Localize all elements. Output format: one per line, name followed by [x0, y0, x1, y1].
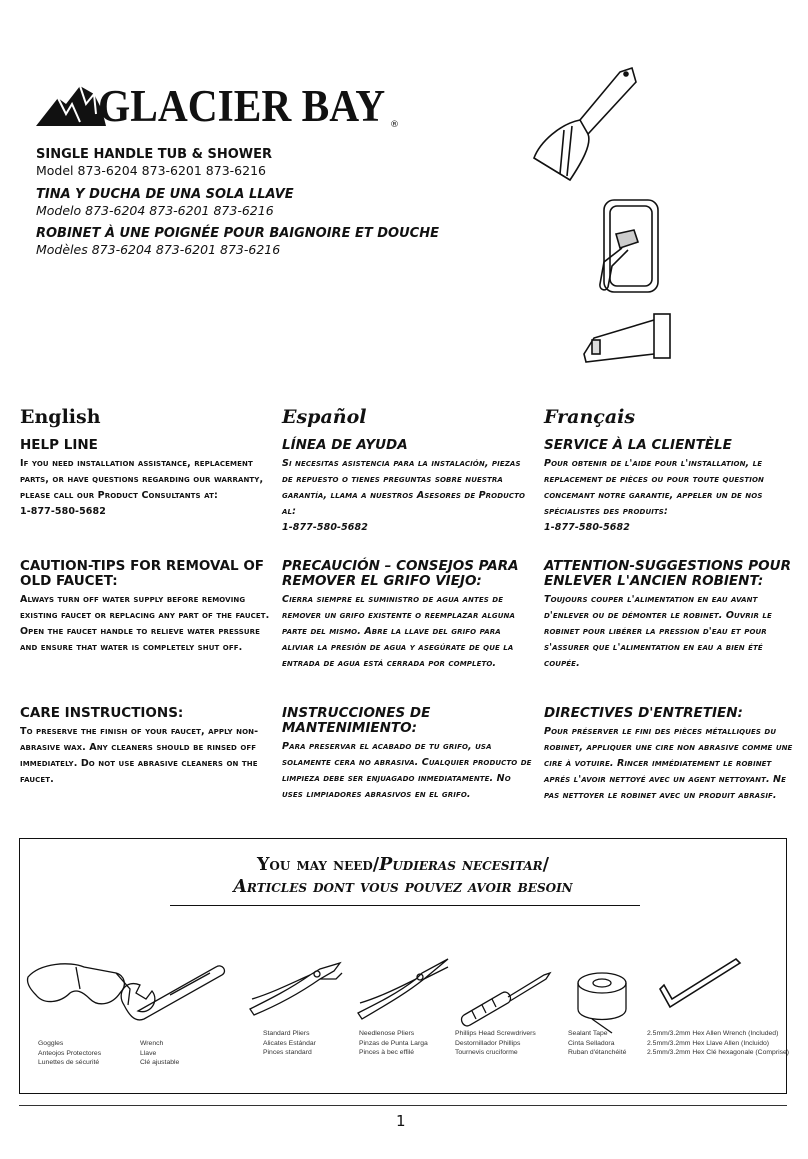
title-es: TINA Y DUCHA DE UNA SOLA LLAVE	[36, 186, 294, 202]
goggles-icon	[27, 964, 130, 1005]
tools-title-underline	[170, 905, 640, 906]
help-body-en: If you need installation assistance, replacement parts, or have questions regarding our warranty, please call our Product Consultants at:	[20, 457, 264, 501]
spanish-caution-section	[282, 559, 532, 672]
wrench-icon	[121, 966, 224, 1020]
faucet-illustration	[520, 62, 800, 382]
care-body-es: Para preservar el acabado de tu grifo, usa solamente cera no abrasiva. Cualquier producto de limpieza debe ser enjuagado inmediatamente. No uses limpiadores abrasivos en el grifo.	[282, 740, 532, 800]
caution-body-fr: Toujours couper l'alimentation en eau avant d'enlever ou de démonter le robinet. Ouvrir le robinet pour libérer la pression d'eau et pour s'assurer que l'alimentation en eau a bien été coupée.	[544, 593, 772, 669]
page-number: 1	[396, 1112, 406, 1130]
tools-needed-box	[19, 838, 790, 1094]
tool-label-sealant-tape: Sealant Tape Cinta Selladora Ruban d'étanchéité	[568, 1030, 627, 1056]
tools-title-es: Pudieras necesitar	[379, 855, 543, 875]
shower-head-icon	[534, 68, 636, 180]
registered-mark: ®	[390, 120, 399, 130]
help-phone-es: 1-877-580-5682	[282, 521, 368, 533]
care-heading-en: CARE INSTRUCTIONS:	[20, 705, 184, 721]
title-fr: ROBINET À UNE POIGNÉE POUR BAIGNOIRE ET DOUCHE	[36, 226, 439, 241]
caution-body-en: Always turn off water supply before removing existing faucet or replacing any part of the faucet. Open the faucet handle to relieve water pressure and ensure that water is completely shut off.	[20, 593, 270, 653]
footer-rule	[19, 1105, 787, 1106]
caution-heading-en: CAUTION-TIPS FOR REMOVAL OF OLD FAUCET:	[20, 558, 265, 589]
allen-wrench-icon	[660, 959, 740, 1007]
tools-title-en: You may need	[256, 855, 373, 875]
caution-heading-es: PRECAUCIÓN – CONSEJOS PARA REMOVER EL GRIFO VIEJO:	[282, 558, 519, 589]
tools-needed-title: You may need/Pudieras necesitar/ Articles dont vous pouvez avoir besoin	[20, 855, 786, 899]
care-body-en: To preserve the finish of your faucet, apply non-abrasive wax. Any cleaners should be rinsed off immediately. Do not use abrasive cleaners on the faucet.	[20, 725, 259, 785]
french-caution-section	[544, 559, 794, 672]
title-en: SINGLE HANDLE TUB & SHOWER	[36, 147, 272, 162]
brand-logo	[36, 81, 399, 132]
english-care-section	[20, 706, 270, 788]
heading-french: Français	[544, 406, 636, 428]
spanish-care-section	[282, 706, 532, 803]
help-body-fr: Pour obtenir de l'aide pour l'installation, le replacement de pièces ou pour toute question concemant notre garantie, appeler un de nos spécialistes des produits:	[544, 457, 764, 517]
care-body-fr: Pour préserver le fini des pièces métalliques du robinet, appliquer une cire non abrasive comme une cire à votuire. Rincer immédiatement le robinet aprés l'avoir nettoyé avec un agent nettoyant. Ne pas nettoyer le robinet avec un produit abrasif.	[544, 725, 793, 801]
tool-label-goggles: Goggles Anteojos Protectores Lunettes de sécurité	[38, 1040, 102, 1066]
heading-english: English	[20, 406, 101, 428]
tool-label-wrench: Wrench Llave Clé ajustable	[140, 1040, 180, 1066]
product-title-block	[36, 148, 439, 267]
needlenose-pliers-icon	[358, 959, 448, 1019]
brand-name: GLACIER BAY	[98, 81, 386, 131]
tools-title-fr: Articles dont vous pouvez avoir besoin	[233, 876, 573, 897]
valve-trim-icon	[600, 200, 658, 292]
screwdriver-icon	[462, 973, 550, 1026]
french-help-section	[544, 438, 794, 536]
help-phone-en: 1-877-580-5682	[20, 505, 106, 517]
help-heading-fr: SERVICE À LA CLIENTÈLE	[544, 437, 732, 453]
tub-spout-icon	[584, 314, 670, 362]
sealant-tape-icon	[578, 973, 626, 1033]
heading-spanish: Español	[282, 406, 367, 428]
tool-label-needlenose-pliers: Needlenose Pliers Pinzas de Punta Larga Pinces à bec effilé	[359, 1030, 428, 1056]
tool-label-screwdriver: Phillips Head Screwdrivers Destornillador Phillips Tournevis cruciforme	[455, 1030, 536, 1056]
care-heading-fr: DIRECTIVES D'ENTRETIEN:	[544, 705, 743, 721]
tool-label-standard-pliers: Standard Pliers Alicates Estándar Pinces standard	[263, 1030, 316, 1056]
model-en: Model 873-6204 873-6201 873-6216	[36, 163, 266, 178]
english-caution-section	[20, 559, 270, 656]
model-es: Modelo 873-6204 873-6201 873-6216	[36, 202, 274, 218]
help-phone-fr: 1-877-580-5682	[544, 521, 630, 533]
caution-body-es: Cierra siempre el suministro de agua antes de remover un grifo existente o reemplazar alguna parte del mismo. Abre la llave del grifo para aliviar la presión de agua y asegúrate de que la entrada de agua está cerrada por completo.	[282, 593, 516, 669]
pliers-icon	[250, 963, 342, 1015]
tool-label-allen-wrench: 2.5mm/3.2mm Hex Allen Wrench (Included) 2.5mm/3.2mm Hex Llave Allen (Incluido) 2.5mm/3.2mm Hex Clé hexagonale (Comprise)	[647, 1030, 790, 1056]
caution-heading-fr: ATTENTION-SUGGESTIONS POUR ENLEVER L'ANCIEN ROBIENT:	[544, 558, 791, 589]
model-fr: Modèles 873-6204 873-6201 873-6216	[36, 242, 281, 257]
english-help-section	[20, 438, 270, 520]
care-heading-es: INSTRUCCIONES DE MANTENIMIENTO:	[282, 705, 431, 736]
help-body-es: Si necesitas asistencia para la instalación, piezas de repuesto o tienes preguntas sobre nuestra garantía, llama a nuestros Asesores de Producto al:	[282, 457, 526, 517]
spanish-help-section	[282, 438, 532, 536]
help-heading-en: HELP LINE	[20, 437, 98, 453]
french-care-section	[544, 706, 794, 804]
mountain-logo-icon	[36, 84, 106, 128]
help-heading-es: LÍNEA DE AYUDA	[282, 437, 408, 453]
